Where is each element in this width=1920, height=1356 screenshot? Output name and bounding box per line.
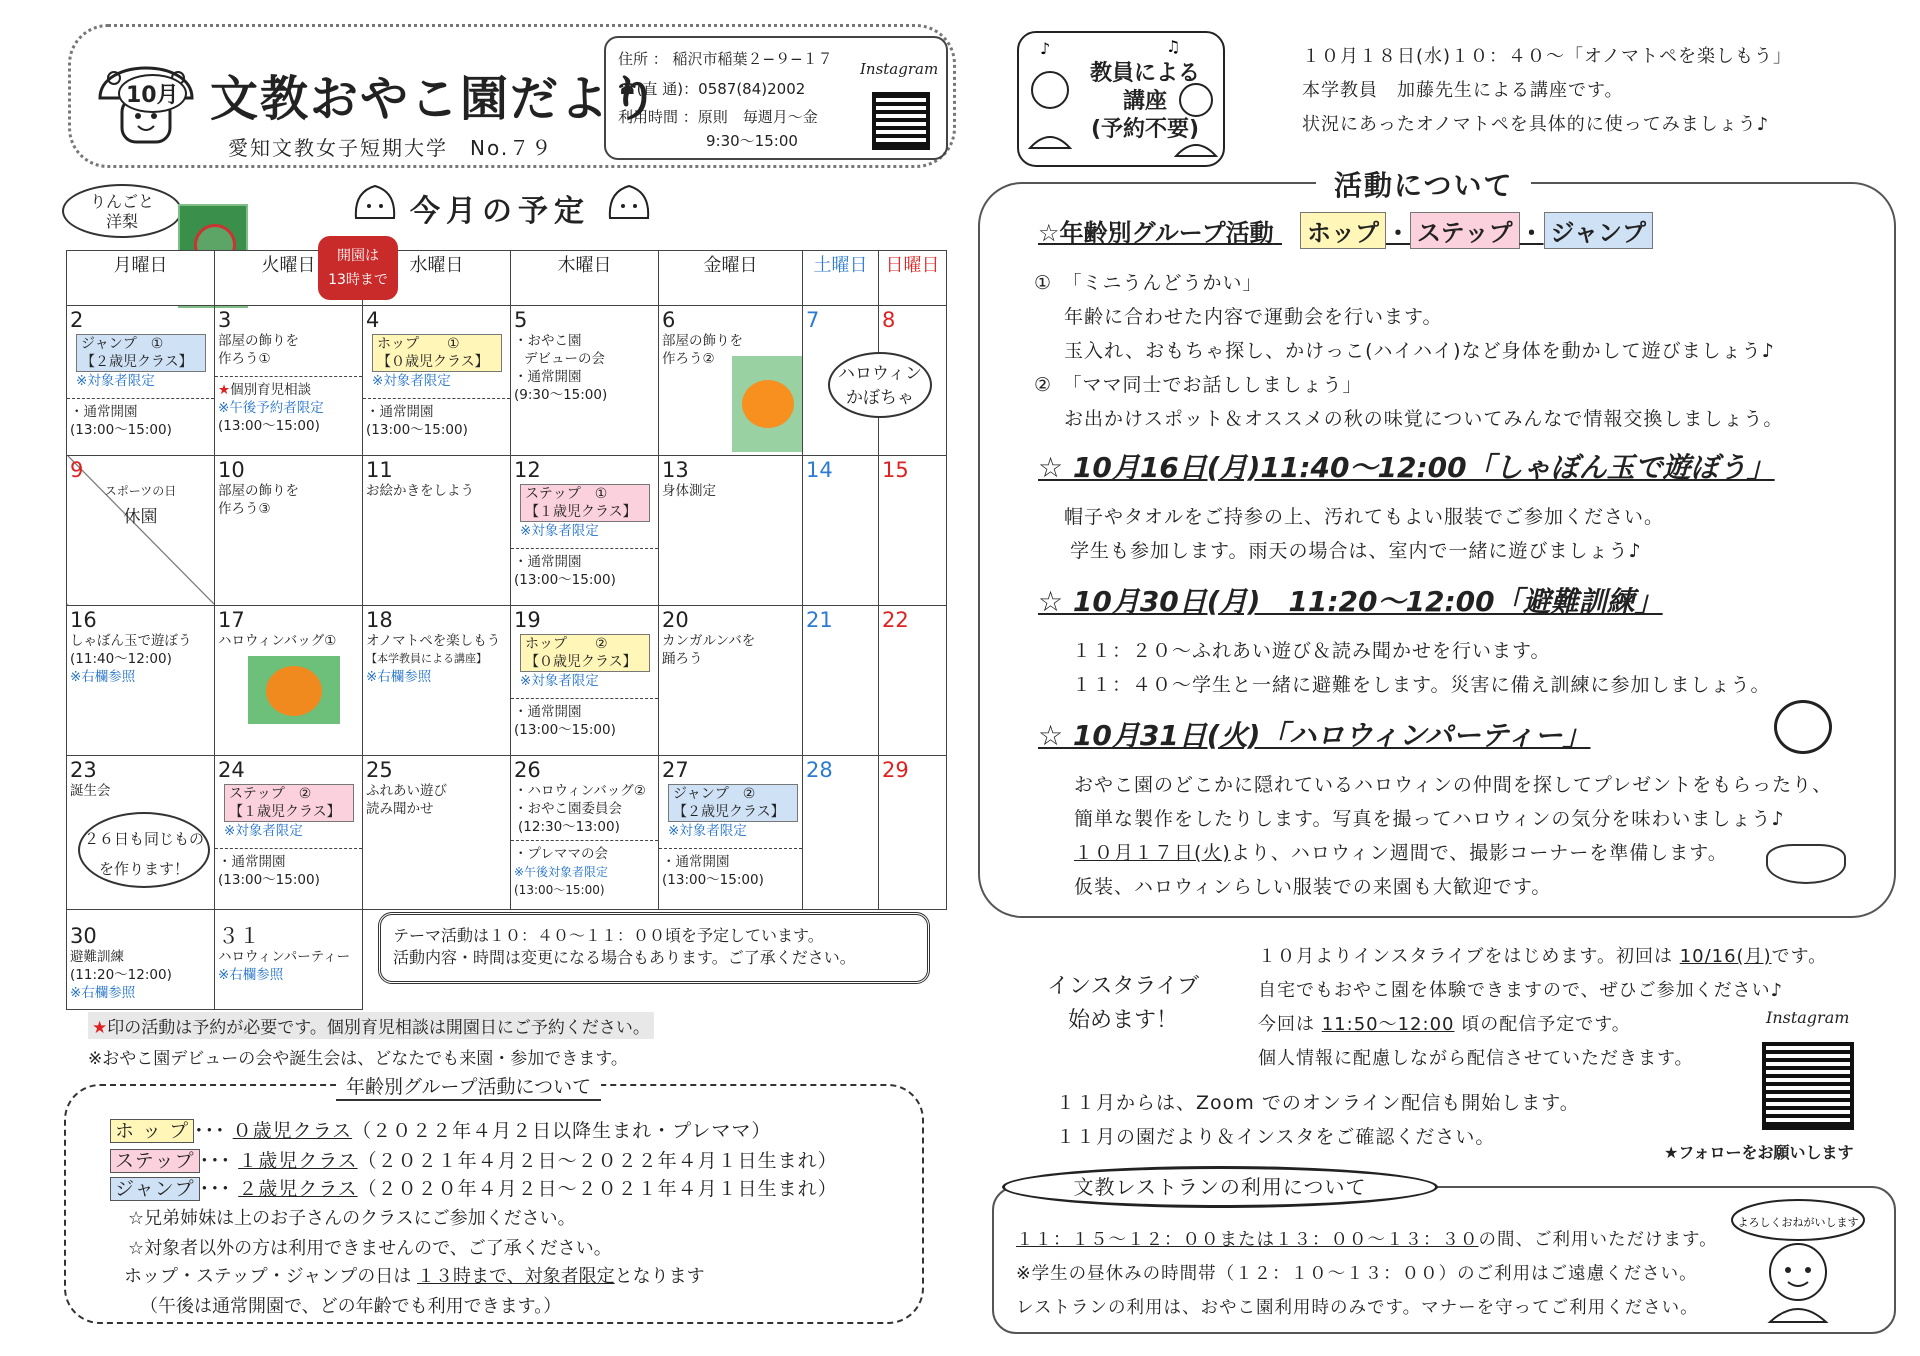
divider [659, 848, 802, 849]
monthly-plan-title: 今月の予定 [410, 194, 590, 229]
activity-item-text: お出かけスポット＆オススメの秋の味覚についてみんなで情報交換しましょう。 [1064, 408, 1784, 430]
limit-note: ※対象者限定 [76, 372, 155, 389]
event-text: 仮装、ハロウィンらしい服装での来園も大歓迎です。 [1074, 876, 1552, 898]
day-number: ３１ [218, 923, 260, 948]
day-number: 6 [662, 307, 676, 332]
event-text: しゃぼん玉で遊ぼう [70, 632, 192, 649]
group-tag: ジャンプ [110, 1177, 200, 1201]
group-activity-heading [1038, 212, 1653, 249]
text-part: 10/16(月) [1679, 946, 1772, 967]
day-number: 30 [70, 923, 97, 948]
text-part: 今回は [1258, 1014, 1315, 1035]
week-row [67, 605, 947, 755]
event-text: ・おやこ園 [514, 332, 582, 349]
event-text: 作ろう③ [218, 500, 271, 517]
time-note: (13:00〜15:00) [218, 871, 320, 888]
day-number: 23 [70, 757, 97, 782]
open-note: ・通常開園 [514, 703, 582, 720]
weekday-sat: 土曜日 [803, 251, 879, 306]
tag-label: ホップ ① [377, 335, 460, 352]
tag-label: ジャンプ ② [673, 785, 756, 802]
day-number: 8 [882, 307, 896, 332]
text-part: １０月よりインスタライブをはじめます。初回は [1258, 946, 1673, 967]
calendar-day-28[interactable] [803, 755, 879, 909]
event-text: ・ハロウィンバッグ② [514, 782, 646, 799]
calendar-day-12[interactable] [511, 455, 659, 605]
group-desc: （２０２１年４月２日〜２０２２年４月１日生まれ） [357, 1150, 838, 1172]
day-number: 13 [662, 457, 689, 482]
monthly-calendar [66, 250, 947, 1010]
weekday-tue: 火曜日 [215, 251, 363, 306]
day-number: 9 [70, 457, 84, 482]
reservation-note [88, 1012, 654, 1039]
event-heading-halloween: ☆ 10月31日(火)「ハロウィンパーティー」 [1038, 719, 1591, 752]
jump-tag [668, 784, 798, 822]
insta-text [1258, 1010, 1631, 1036]
group-tag: ホ ッ プ [110, 1119, 194, 1143]
bat-icon [1766, 844, 1846, 884]
event-text: お絵かきをしよう [366, 482, 474, 499]
divider [363, 398, 510, 399]
reservation-text: 印の活動は予約が必要です。個別育児相談は開園日にご予約ください。 [107, 1018, 650, 1038]
calendar-day-21[interactable] [803, 605, 879, 755]
calendar-day-11[interactable] [363, 455, 511, 605]
calendar-day-14[interactable] [803, 455, 879, 605]
event-text: 避難訓練 [70, 948, 124, 965]
day-number: 25 [366, 757, 393, 782]
tag-label: ジャンプ ① [81, 335, 164, 352]
open-note: ・通常開園 [514, 553, 582, 570]
limit-note: ※対象者限定 [520, 672, 599, 689]
event-text: 作ろう② [662, 350, 715, 367]
lecture-line: 状況にあったオノマトペを具体的に使ってみましょう♪ [1302, 114, 1770, 135]
weekday-header-row [67, 251, 947, 306]
note-line: 活動内容・時間は変更になる場合もあります。ご了承ください。 [393, 948, 856, 967]
weekday-mon: 月曜日 [67, 251, 215, 306]
limit-note: ※対象者限定 [224, 822, 303, 839]
day-number: 3 [218, 307, 232, 332]
halloween-bag-image [248, 656, 340, 724]
limit-note: ※対象者限定 [372, 372, 451, 389]
open-note: ・通常開園 [662, 853, 730, 870]
reference-note: ※右欄参照 [218, 966, 284, 983]
day-number: 11 [366, 457, 393, 482]
svg-text:♪: ♪ [1040, 39, 1051, 58]
group-class: ０歳児クラス [232, 1120, 353, 1142]
calendar-day-22[interactable] [879, 605, 947, 755]
open-note: ・通常開園 [70, 403, 138, 420]
text-part: １０月１７日(火) [1074, 842, 1231, 864]
separator: ・ [1385, 219, 1410, 247]
bubble-line: ２６日も同じもの [83, 830, 204, 848]
calendar-day-15[interactable] [879, 455, 947, 605]
restaurant-title: 文教レストランの利用について [1002, 1166, 1438, 1208]
day-number: 5 [514, 307, 528, 332]
qr-code-icon[interactable] [1762, 1042, 1854, 1130]
holiday-name: スポーツの日 [104, 483, 177, 498]
group-desc: （２０２０年４月２日〜２０２１年４月１日生まれ） [357, 1178, 838, 1200]
banner-line: 始めます！ [1067, 1008, 1178, 1033]
event-text: 個別育児相談 [230, 381, 312, 398]
group-row-hop [110, 1116, 771, 1143]
restaurant-text: レストランの利用は、おやこ園利用時のみです。マナーを守ってご利用ください。 [1016, 1298, 1699, 1318]
day-number: 14 [806, 457, 833, 482]
hop-tag [520, 634, 650, 672]
lecture-line: 本学教員 加藤先生による講座です。 [1302, 80, 1624, 101]
event-text: 部屋の飾りを [662, 332, 743, 349]
hop-tag [372, 334, 502, 372]
pm-note: ※午後対象者限定 [514, 864, 609, 879]
restaurant-text: ※学生の昼休みの時間帯（１２：１０〜１３：００）のご利用はご遠慮ください。 [1016, 1264, 1698, 1284]
newsletter-subtitle: 愛知文教女子短期大学 No.７９ [228, 136, 554, 160]
event-text: デビューの会 [524, 350, 605, 367]
day-number: 12 [514, 457, 541, 482]
open-note: ・通常開園 [514, 368, 582, 385]
hours-time-text: 9:30〜15:00 [706, 132, 798, 150]
event-text: カンガルンバを [662, 632, 756, 649]
step-tag [224, 784, 354, 822]
event-text: オノマトペを楽しもう [366, 632, 501, 649]
time-note: (12:30〜13:00) [518, 818, 620, 835]
group-class: １歳児クラス [238, 1150, 358, 1172]
event-text: 部屋の飾りを [218, 482, 299, 499]
day-number: 28 [806, 757, 833, 782]
day-number: 27 [662, 757, 689, 782]
divider [215, 376, 362, 377]
tag-label: ステップ ① [525, 485, 608, 502]
calendar-day-31[interactable] [215, 909, 363, 1009]
bubble-line: かぼちゃ [846, 388, 914, 408]
time-note: (13:00〜15:00) [70, 421, 172, 438]
day-number: 18 [366, 607, 393, 632]
dots: ･･･ [199, 1178, 232, 1200]
activity-item-text: 玉入れ、おもちゃ探し、かけっこ(ハイハイ)など身体を動かして遊びましょう♪ [1064, 340, 1775, 362]
limit-note: ※対象者限定 [668, 822, 747, 839]
jump-tag [76, 334, 206, 372]
event-heading-evacuation: ☆ 10月30日(月) 11:20〜12:00「避難訓練」 [1038, 585, 1663, 618]
activities-title: 活動について [1316, 164, 1531, 204]
group-tag: ステップ [110, 1149, 200, 1173]
age-group-info-title: 年齢別グループ活動について [336, 1072, 601, 1101]
group-note: ☆対象者以外の方は利用できませんので、ご了承ください。 [128, 1238, 612, 1259]
tag-class: 【０歳児クラス】 [377, 353, 489, 370]
limit-note: ※対象者限定 [520, 522, 599, 539]
event-text: 部屋の飾りを [218, 332, 299, 349]
event-text: ・プレママの会 [514, 845, 608, 862]
teacher-lecture-label [1090, 60, 1200, 144]
pumpkin-craft-image [732, 356, 802, 452]
tag-class: 【２歳児クラス】 [81, 353, 193, 370]
time-note: (13:00〜15:00) [514, 882, 605, 897]
calendar-day-25[interactable] [363, 755, 511, 909]
insta-text: １１月の園だより＆インスタをご確認ください。 [1056, 1126, 1496, 1148]
phone-text: ☎(直 通)：0587(84)2002 [618, 80, 806, 98]
calendar-day-2[interactable] [67, 305, 215, 455]
weekday-thu: 木曜日 [511, 251, 659, 306]
event-text [1074, 838, 1728, 865]
time-note: (13:00〜15:00) [514, 571, 616, 588]
badge-line: 講座 [1122, 89, 1167, 114]
day-number: 21 [806, 607, 833, 632]
text-part: です。 [1771, 946, 1828, 967]
weekday-wed: 水曜日 [363, 251, 511, 306]
divider [511, 698, 658, 699]
event-text: 身体測定 [662, 482, 716, 499]
insta-live-banner [1008, 958, 1238, 1078]
heading-text: ☆年齢別グループ活動 [1038, 219, 1274, 247]
note-line: テーマ活動は１０：４０〜１１：００頃を予定しています。 [393, 926, 824, 945]
weekday-sun: 日曜日 [879, 251, 947, 306]
svg-text:♫: ♫ [1166, 37, 1181, 56]
hours-text: 利用時間 ：原則 毎週月〜金 [618, 108, 818, 126]
tag-class: 【１歳児クラス】 [525, 503, 637, 520]
reservation-star: ★ [218, 381, 231, 398]
jump-label: ジャンプ [1544, 212, 1654, 249]
event-text: ・おやこ園委員会 [514, 800, 622, 817]
dots: ･･･ [199, 1150, 232, 1172]
calendar-day-4[interactable] [363, 305, 511, 455]
reference-note: ※右欄参照 [366, 668, 432, 685]
group-row-step [110, 1146, 838, 1173]
group-note [124, 1262, 705, 1288]
dots: ･･･ [194, 1120, 226, 1142]
divider [67, 398, 214, 399]
note-part: となります [614, 1266, 705, 1287]
day-number: 10 [218, 457, 245, 482]
calendar-day-26[interactable] [511, 755, 659, 909]
calendar-day-27[interactable] [659, 755, 803, 909]
time-note: (13:00〜15:00) [514, 721, 616, 738]
event-text: 誕生会 [70, 782, 111, 799]
restaurant-text [1016, 1226, 1718, 1251]
time-note: (11:40〜12:00) [70, 650, 172, 667]
time-note: (13:00〜15:00) [366, 421, 468, 438]
group-class: ２歳児クラス [238, 1178, 358, 1200]
day-number: 24 [218, 757, 245, 782]
event-text: ふれあい遊び [366, 782, 447, 799]
day-number: 4 [366, 307, 380, 332]
callout-line: 開園は [337, 248, 379, 264]
calendar-day-19[interactable] [511, 605, 659, 755]
calendar-day-20[interactable] [659, 605, 803, 755]
calendar-day-3[interactable] [215, 305, 363, 455]
speech-bubble-halloween [828, 352, 932, 418]
calendar-day-16[interactable] [67, 605, 215, 755]
event-text: 踊ろう [662, 650, 703, 667]
address-text: 住所 ： 稲沢市稲葉２−９−１７ [618, 50, 833, 68]
weekday-fri: 金曜日 [659, 251, 803, 306]
calendar-day-18[interactable] [363, 605, 511, 755]
note-part: ホップ・ステップ・ジャンプの日は [124, 1266, 412, 1287]
reservation-star: ★ [92, 1018, 108, 1038]
insta-text [1258, 942, 1827, 968]
note-part: １３時まで、対象者限定 [417, 1266, 615, 1287]
day-number: 17 [218, 607, 245, 632]
month-badge: 10月 [118, 74, 187, 113]
day-number: 19 [514, 607, 541, 632]
insta-text: 自宅でもおやこ園を体験できますので、ぜひご参加ください♪ [1258, 980, 1784, 1001]
day-number: 26 [514, 757, 541, 782]
girl-greeting-icon [1728, 1196, 1868, 1326]
group-note: ☆兄弟姉妹は上のお子さんのクラスにご参加ください。 [128, 1208, 576, 1229]
time-note: (13:00〜15:00) [662, 871, 764, 888]
bubble-line: を作ります！ [98, 860, 189, 878]
calendar-day-5[interactable] [511, 305, 659, 455]
reference-note: ※右欄参照 [70, 984, 136, 1001]
event-text: ハロウィンバッグ① [218, 632, 337, 649]
event-text: おやこ園のどこかに隠れているハロウィンの仲間を探してプレゼントをもらったり、 [1074, 774, 1833, 796]
day-number: 2 [70, 307, 84, 332]
day-number: 16 [70, 607, 97, 632]
divider [511, 548, 658, 549]
follow-request: ★フォローをお願いします [1664, 1143, 1854, 1162]
tag-class: 【２歳児クラス】 [673, 803, 785, 820]
text-part: １１：１５〜１２：００または１３：００〜１３：３０ [1016, 1230, 1479, 1250]
event-text: 読み聞かせ [366, 800, 434, 817]
bubble-line: りんごと [89, 192, 154, 211]
chestnut-icon [606, 182, 652, 222]
qr-code-icon[interactable] [872, 92, 930, 150]
group-row-jump [110, 1174, 838, 1201]
open-note: ・通常開園 [366, 403, 434, 420]
text-part: 11:50〜12:00 [1321, 1014, 1455, 1035]
hop-label: ホップ [1300, 212, 1386, 249]
separator: ・ [1519, 219, 1544, 247]
tag-label: ステップ ② [229, 785, 312, 802]
calendar-day-9[interactable] [67, 455, 215, 605]
instagram-label: Instagram [1766, 1008, 1850, 1027]
activity-item-title: ② 「ママ同士でお話ししましょう」 [1034, 374, 1363, 396]
group-desc: （２０２２年４月２日以降生まれ・プレママ） [352, 1120, 772, 1142]
reference-note: ※右欄参照 [70, 668, 136, 685]
calendar-day-13[interactable] [659, 455, 803, 605]
greeting-text: よろしくおねがいします [1737, 1216, 1859, 1229]
event-text: 作ろう① [218, 350, 271, 367]
week-row [67, 305, 947, 455]
event-text: 帽子やタオルをご持参の上、汚れてもよい服装でご参加ください。 [1064, 506, 1665, 528]
chestnut-icon [352, 182, 398, 222]
divider [215, 848, 362, 849]
debut-note: ※おやこ園デビューの会や誕生会は、どなたでも来園・参加できます。 [88, 1049, 628, 1069]
text-part: 頃の配信予定です。 [1461, 1014, 1631, 1035]
calendar-day-29[interactable] [879, 755, 947, 909]
calendar-day-10[interactable] [215, 455, 363, 605]
event-text: ハロウィンパーティー [218, 948, 351, 965]
badge-line: (予約不要) [1090, 117, 1200, 142]
event-text: １１：２０〜ふれあい遊び＆読み聞かせを行います。 [1072, 640, 1551, 662]
tag-class: 【０歳児クラス】 [525, 653, 637, 670]
lecture-line: １０月１８日(水)１０：４０〜「オノマトペを楽しもう」 [1302, 46, 1792, 67]
time-note: (11:20〜12:00) [70, 966, 172, 983]
event-text: 簡単な製作をしたりします。写真を撮ってハロウィンの気分を味わいましょう♪ [1074, 808, 1785, 830]
bubble-line: 洋梨 [105, 212, 138, 231]
bubble-line: ハロウィン [838, 364, 922, 384]
event-subtext: 【本学教員による講座】 [366, 651, 487, 665]
day-number: 15 [882, 457, 909, 482]
open-note: ・通常開園 [218, 853, 286, 870]
week-row [67, 455, 947, 605]
step-label: ステップ [1410, 212, 1520, 249]
time-note: (9:30〜15:00) [514, 386, 608, 403]
text-part: より、ハロウィン週間で、撮影コーナーを準備します。 [1230, 842, 1728, 864]
calendar-day-24[interactable] [215, 755, 363, 909]
closed-label: 休園 [123, 506, 158, 527]
activity-item-text: 年齢に合わせた内容で運動会を行います。 [1064, 306, 1443, 328]
text-part: の間、ご利用いただけます。 [1478, 1230, 1718, 1250]
activity-item-title: ① 「ミニうんどうかい」 [1034, 272, 1263, 294]
theme-activity-note [378, 912, 930, 984]
event-text: １１：４０〜学生と一緒に避難をします。災害に備え訓練に参加しましょう。 [1072, 674, 1771, 696]
tag-label: ホップ ② [525, 635, 608, 652]
time-note: (13:00〜15:00) [218, 417, 320, 434]
banner-line: インスタライブ [1046, 974, 1200, 999]
day-number: 22 [882, 607, 909, 632]
divider [511, 840, 658, 841]
instagram-label: Instagram [860, 60, 939, 78]
step-tag [520, 484, 650, 522]
newsletter-title: 文教おやこ園だより [210, 71, 661, 127]
pm-note: ※午後予約者限定 [218, 399, 324, 416]
callout-line: 13時まで [328, 272, 388, 288]
callout-open-until-13 [318, 236, 398, 300]
event-heading-bubbles: ☆ 10月16日(月)11:40〜12:00「しゃぼん玉で遊ぼう」 [1038, 451, 1775, 484]
day-number: 7 [806, 307, 820, 332]
group-note: （午後は通常開園で、どの年齢でも利用できます。） [140, 1296, 562, 1317]
insta-text: １１月からは、Zoom でのオンライン配信も開始します。 [1056, 1092, 1580, 1114]
event-text: 学生も参加します。雨天の場合は、室内で一緒に遊びましょう♪ [1070, 540, 1642, 562]
calendar-day-30[interactable] [67, 909, 215, 1009]
speech-bubble-26th [78, 812, 210, 888]
insta-text: 個人情報に配慮しながら配信させていただきます。 [1258, 1048, 1694, 1069]
tag-class: 【１歳児クラス】 [229, 803, 341, 820]
jack-o-lantern-icon [1774, 700, 1832, 754]
badge-line: 教員による [1090, 61, 1201, 86]
day-number: 20 [662, 607, 689, 632]
speech-bubble-ringo [62, 184, 182, 238]
day-number: 29 [882, 757, 909, 782]
